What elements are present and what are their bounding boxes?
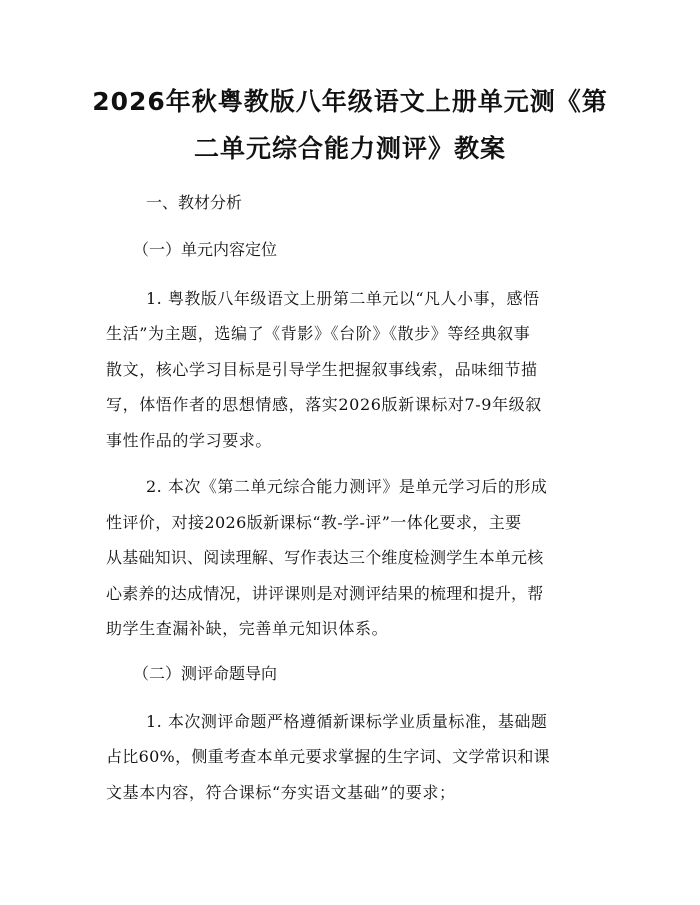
- paragraph-1-line: 事性作品的学习要求。: [106, 431, 273, 450]
- paragraph-1-line: 散文，核心学习目标是引导学生把握叙事线索，品味细节描: [106, 360, 538, 379]
- paragraph-2-line: 从基础知识、阅读理解、写作表达三个维度检测学生本单元核: [106, 548, 544, 567]
- paragraph-3-line: 1. 本次测评命题严格遵循新课标学业质量标准，基础题: [146, 712, 548, 731]
- paragraph-3-line: 占比60%，侧重考查本单元要求掌握的生字词、文学常识和课: [106, 747, 550, 766]
- subsection-heading-1: （一）单元内容定位: [133, 240, 278, 259]
- section-heading: 一、教材分析: [146, 193, 243, 212]
- paragraph-2-line: 2. 本次《第二单元综合能力测评》是单元学习后的形成: [146, 477, 548, 496]
- document-title-line-2: 二单元综合能力测评》教案: [193, 134, 506, 163]
- paragraph-2-line: 性评价，对接2026版新课标“教-学-评”一体化要求，主要: [106, 513, 522, 532]
- paragraph-1-line: 生活”为主题，选编了《背影》《台阶》《散步》等经典叙事: [106, 324, 531, 343]
- paragraph-1-line: 1. 粤教版八年级语文上册第二单元以“凡人小事，感悟: [146, 289, 540, 308]
- document-title-line-1: 2026年秋粤教版八年级语文上册单元测《第: [92, 87, 608, 116]
- paragraph-2-line: 心素养的达成情况，讲评课则是对测评结果的梳理和提升，帮: [106, 584, 544, 603]
- paragraph-1-line: 写，体悟作者的思想情感，落实2026版新课标对7-9年级叙: [106, 395, 542, 414]
- paragraph-2-line: 助学生查漏补缺，完善单元知识体系。: [106, 619, 389, 638]
- paragraph-3-line: 文基本内容，符合课标“夯实语文基础”的要求；: [106, 783, 456, 802]
- subsection-heading-2: （二）测评命题导向: [133, 664, 278, 683]
